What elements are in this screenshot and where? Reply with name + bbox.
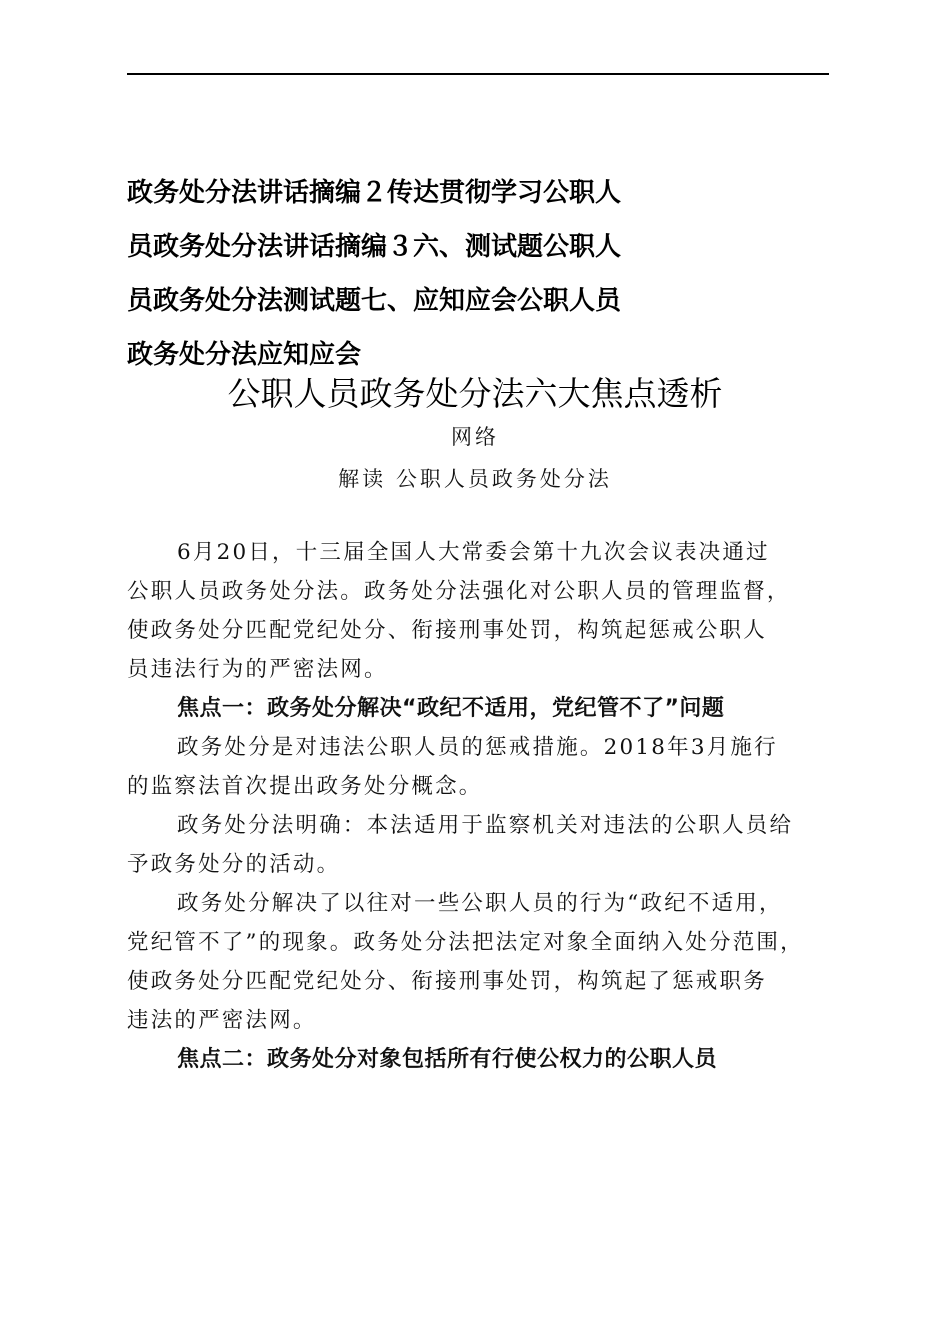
article-source: 网络: [451, 425, 499, 449]
paragraph-line: 的监察法首次提出政务处分概念。: [127, 774, 483, 799]
focus-heading-1: 焦点一：政务处分解决“政纪不适用，党纪管不了”问题: [177, 696, 725, 721]
toc-line: 员政务处分法讲话摘编３六、测试题公职人: [127, 232, 622, 262]
article-title: 公职人员政务处分法六大焦点透析: [227, 374, 723, 413]
paragraph-line: 政务处分解决了以往对一些公职人员的行为“政纪不适用，: [177, 891, 783, 916]
toc-line: 员政务处分法测试题七、应知应会公职人员: [127, 286, 622, 316]
paragraph-line: 员违法行为的严密法网。: [127, 657, 388, 682]
paragraph-line: 党纪管不了”的现象。政务处分法把法定对象全面纳入处分范围，: [127, 930, 804, 955]
paragraph-line: 公职人员政务处分法。政务处分法强化对公职人员的管理监督，: [127, 579, 791, 604]
header-rule: [127, 73, 829, 75]
paragraph-line: 违法的严密法网。: [127, 1008, 317, 1033]
article-subtitle: 解读 公职人员政务处分法: [338, 467, 612, 491]
toc-block: [127, 166, 727, 382]
paragraph-line: 使政务处分匹配党纪处分、衔接刑事处罚，构筑起了惩戒职务: [127, 969, 767, 994]
toc-line: 政务处分法讲话摘编２传达贯彻学习公职人: [127, 178, 622, 208]
paragraph-line: 予政务处分的活动。: [127, 852, 341, 877]
article-body: [127, 533, 867, 1079]
paragraph-line: 政务处分法明确：本法适用于监察机关对违法的公职人员给: [177, 813, 794, 838]
focus-heading-2: 焦点二：政务处分对象包括所有行使公权力的公职人员: [177, 1047, 718, 1072]
toc-line: 政务处分法应知应会: [127, 340, 362, 370]
paragraph-line: 政务处分是对违法公职人员的惩戒措施。2018年3月施行: [177, 735, 778, 760]
paragraph-line: 6月20日，十三届全国人大常委会第十九次会议表决通过: [177, 540, 770, 565]
paragraph-line: 使政务处分匹配党纪处分、衔接刑事处罚，构筑起惩戒公职人: [127, 618, 767, 643]
